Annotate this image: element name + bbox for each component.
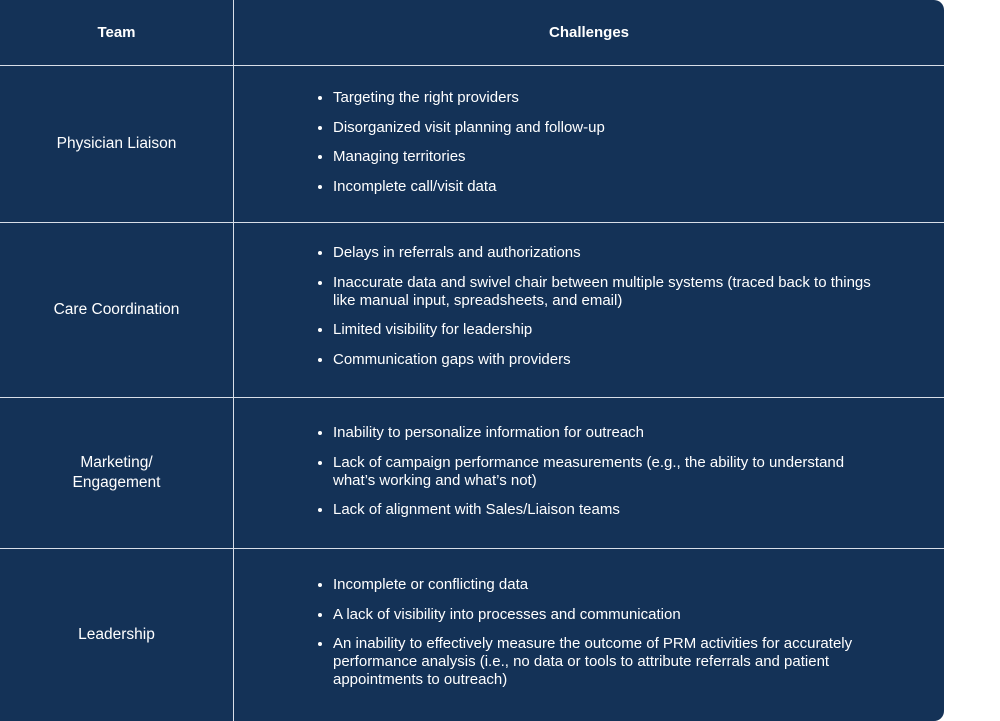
header-challenges: Challenges [548,24,630,41]
challenges-list-leadership [317,576,877,701]
team-label: Physician Liaison [56,135,177,152]
challenge-item: Communication gaps with providers [317,351,877,369]
team-label: Marketing/ Engagement [72,454,161,491]
challenge-item: Managing territories [317,148,877,166]
challenge-item: Targeting the right providers [317,89,877,107]
team-cell-care-coordination [0,223,233,397]
challenge-item: Incomplete or conflicting data [317,576,877,594]
team-cell-marketing-engagement [0,398,233,548]
column-divider [233,0,234,721]
challenges-list-physician-liaison [317,89,877,207]
challenge-item: Disorganized visit planning and follow-up [317,119,877,137]
challenges-list-care-coordination [317,244,877,380]
challenge-item: An inability to effectively measure the outcome of PRM activities for accurately performance analysis (i.e., no data or tools to attribute referrals and patient appointments to outreach) [317,635,877,689]
challenge-item: Incomplete call/visit data [317,178,877,196]
challenge-item: Lack of campaign performance measurements (e.g., the ability to understand what’s working and what’s not) [317,454,877,490]
challenge-item: Inability to personalize information for outreach [317,424,877,442]
challenge-item: Limited visibility for leadership [317,321,877,339]
team-cell-leadership [0,549,233,721]
team-label: Care Coordination [53,301,180,318]
challenge-item: A lack of visibility into processes and communication [317,606,877,624]
header-team: Team [97,24,136,41]
team-cell-physician-liaison [0,66,233,222]
challenge-item: Lack of alignment with Sales/Liaison teams [317,501,877,519]
team-label: Leadership [78,626,155,643]
challenge-item: Inaccurate data and swivel chair between multiple systems (traced back to things like manual input, spreadsheets, and email) [317,274,877,310]
challenge-item: Delays in referrals and authorizations [317,244,877,262]
challenges-list-marketing-engagement [317,424,877,531]
